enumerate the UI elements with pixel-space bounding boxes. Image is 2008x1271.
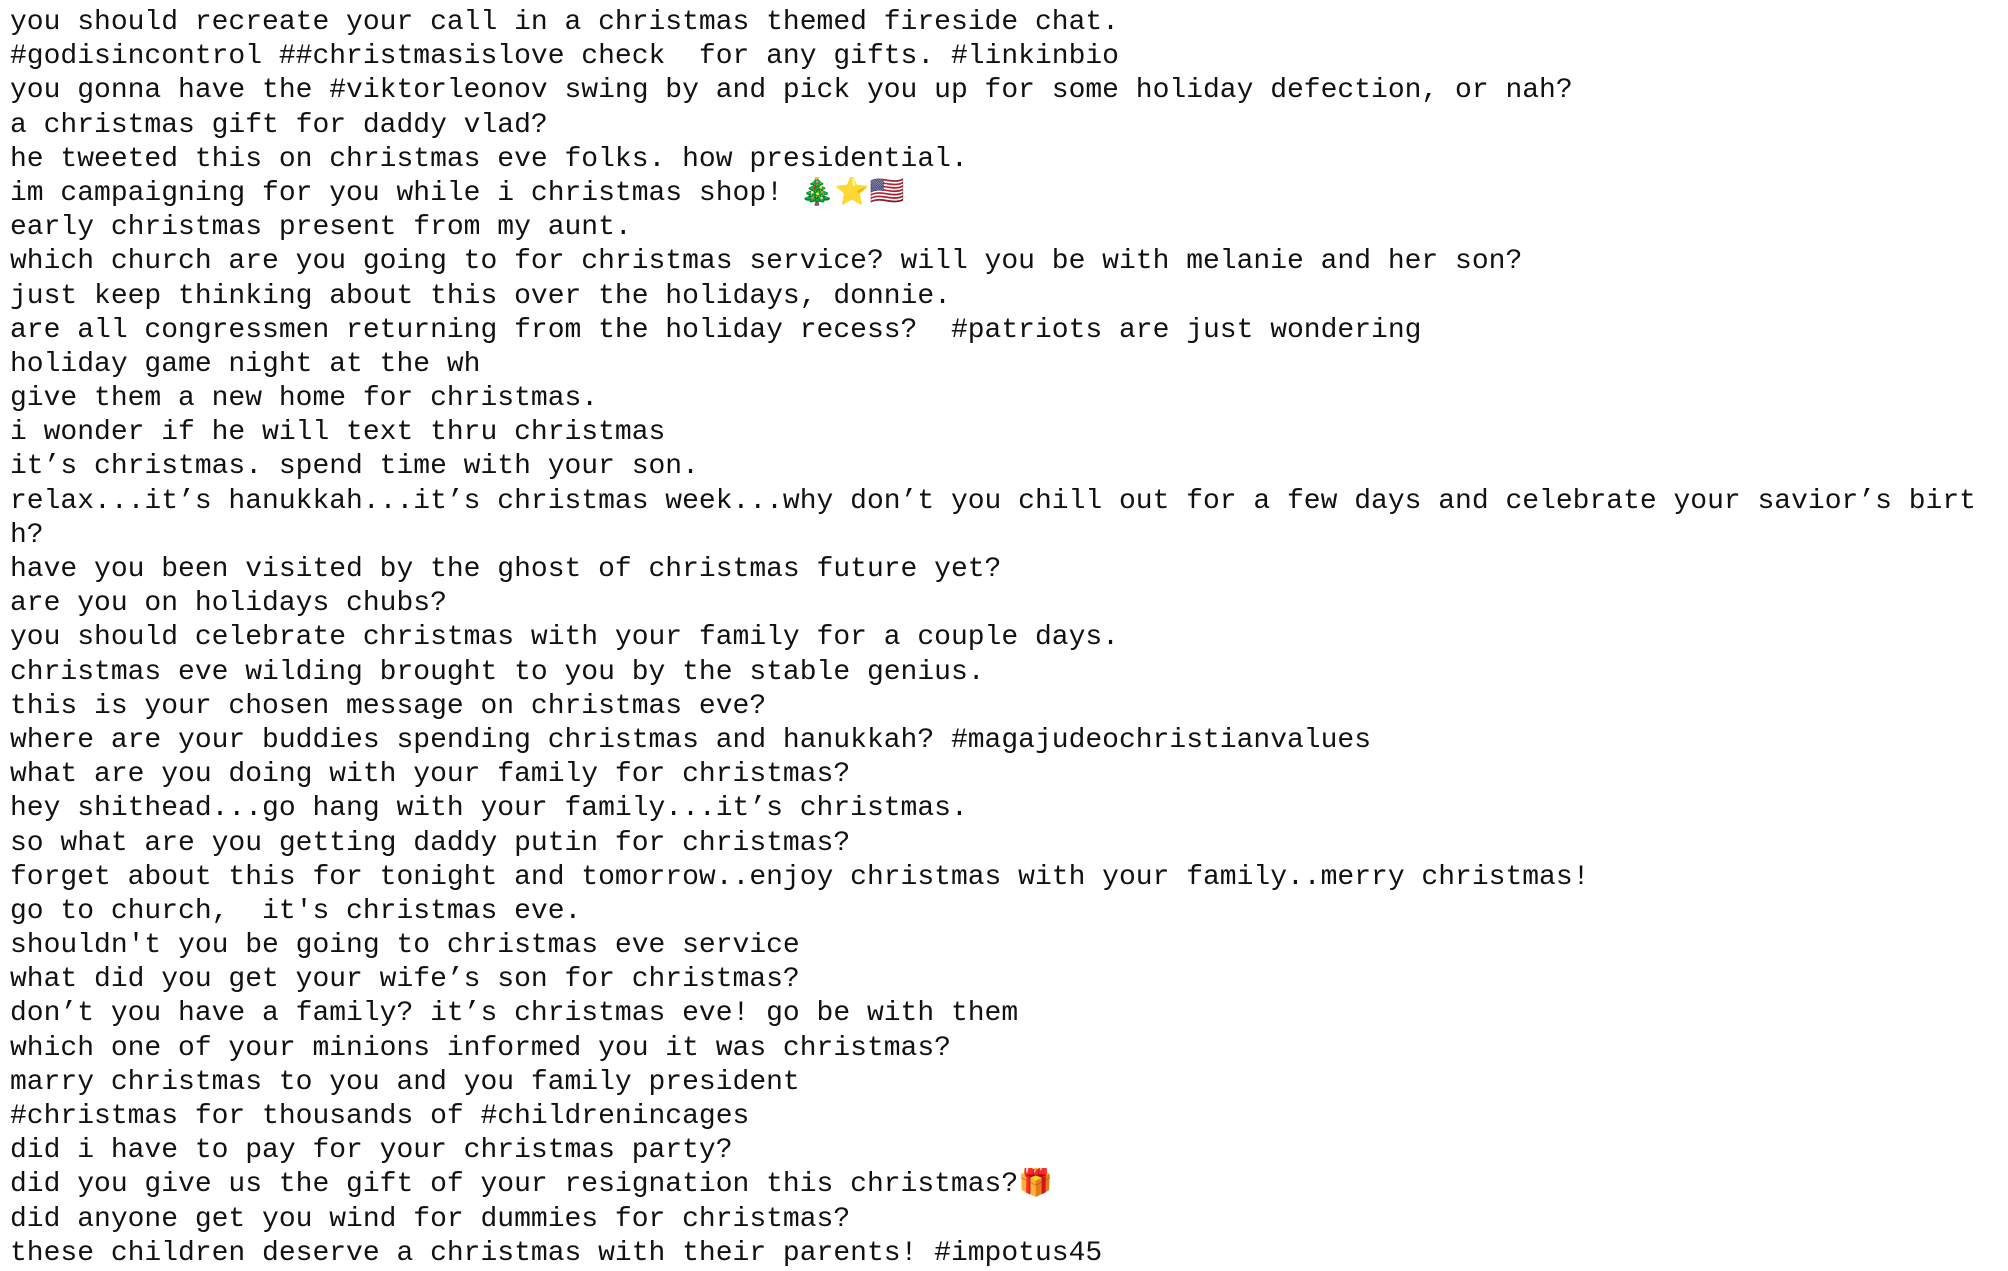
text-line: give them a new home for christmas.: [10, 383, 599, 415]
text-line: are you on holidays chubs?: [10, 588, 447, 620]
text-line: #godisincontrol ##christmasislove check for any gifts. #linkinbio: [10, 41, 1119, 73]
text-line: what are you doing with your family for christmas?: [10, 759, 851, 791]
text-line: it’s christmas. spend time with your son.: [10, 451, 699, 483]
text-line: what did you get your wife’s son for christmas?: [10, 964, 800, 996]
text-line: which church are you going to for christmas service? will you be with melanie and her son?: [10, 246, 1523, 278]
text-line: im campaigning for you while i christmas shop! 🎄⭐🇺🇸: [10, 177, 905, 209]
text-line: are all congressmen returning from the holiday recess? #patriots are just wondering: [10, 314, 1422, 346]
text-line: so what are you getting daddy putin for christmas?: [10, 827, 851, 859]
text-line: this is your chosen message on christmas eve?: [10, 690, 767, 722]
text-line: you gonna have the #viktorleonov swing by and pick you up for some holiday defection, or nah?: [10, 75, 1573, 107]
text-line: holiday game night at the wh: [10, 348, 481, 380]
text-line: h?: [10, 519, 44, 551]
text-line: where are your buddies spending christmas and hanukkah? #magajudeochristianvalues: [10, 724, 1372, 756]
text-line: don’t you have a family? it’s christmas eve! go be with them: [10, 998, 1019, 1030]
text-line: relax...it’s hanukkah...it’s christmas week...why don’t you chill out for a few days and celebrate your savior’s birt: [10, 485, 1976, 517]
text-line: you should recreate your call in a christmas themed fireside chat.: [10, 7, 1119, 38]
text-line: i wonder if he will text thru christmas: [10, 417, 666, 449]
text-line: have you been visited by the ghost of christmas future yet?: [10, 554, 1002, 585]
text-line: #christmas for thousands of #childrenincages: [10, 1101, 750, 1132]
text-line: did you give us the gift of your resignation this christmas?🎁: [10, 1169, 1054, 1201]
text-line: marry christmas to you and you family president: [10, 1066, 800, 1098]
text-line: did anyone get you wind for dummies for christmas?: [10, 1203, 851, 1235]
text-line: just keep thinking about this over the holidays, donnie.: [10, 280, 951, 312]
text-line: these children deserve a christmas with their parents! #impotus45: [10, 1237, 1103, 1269]
text-line: go to church, it's christmas eve.: [10, 895, 582, 927]
text-line: forget about this for tonight and tomorrow..enjoy christmas with your family..merry christmas!: [10, 861, 1590, 893]
text-line: hey shithead...go hang with your family...it’s christmas.: [10, 793, 968, 825]
text-line: early christmas present from my aunt.: [10, 212, 632, 244]
text-line: you should celebrate christmas with your family for a couple days.: [10, 622, 1119, 654]
text-line: shouldn't you be going to christmas eve service: [10, 930, 800, 962]
text-line: which one of your minions informed you it was christmas?: [10, 1032, 951, 1064]
text-line: christmas eve wilding brought to you by the stable genius.: [10, 656, 985, 688]
text-line: a christmas gift for daddy vlad?: [10, 109, 548, 141]
text-line: did i have to pay for your christmas party?: [10, 1135, 733, 1167]
text-line: he tweeted this on christmas eve folks. how presidential.: [10, 143, 968, 175]
